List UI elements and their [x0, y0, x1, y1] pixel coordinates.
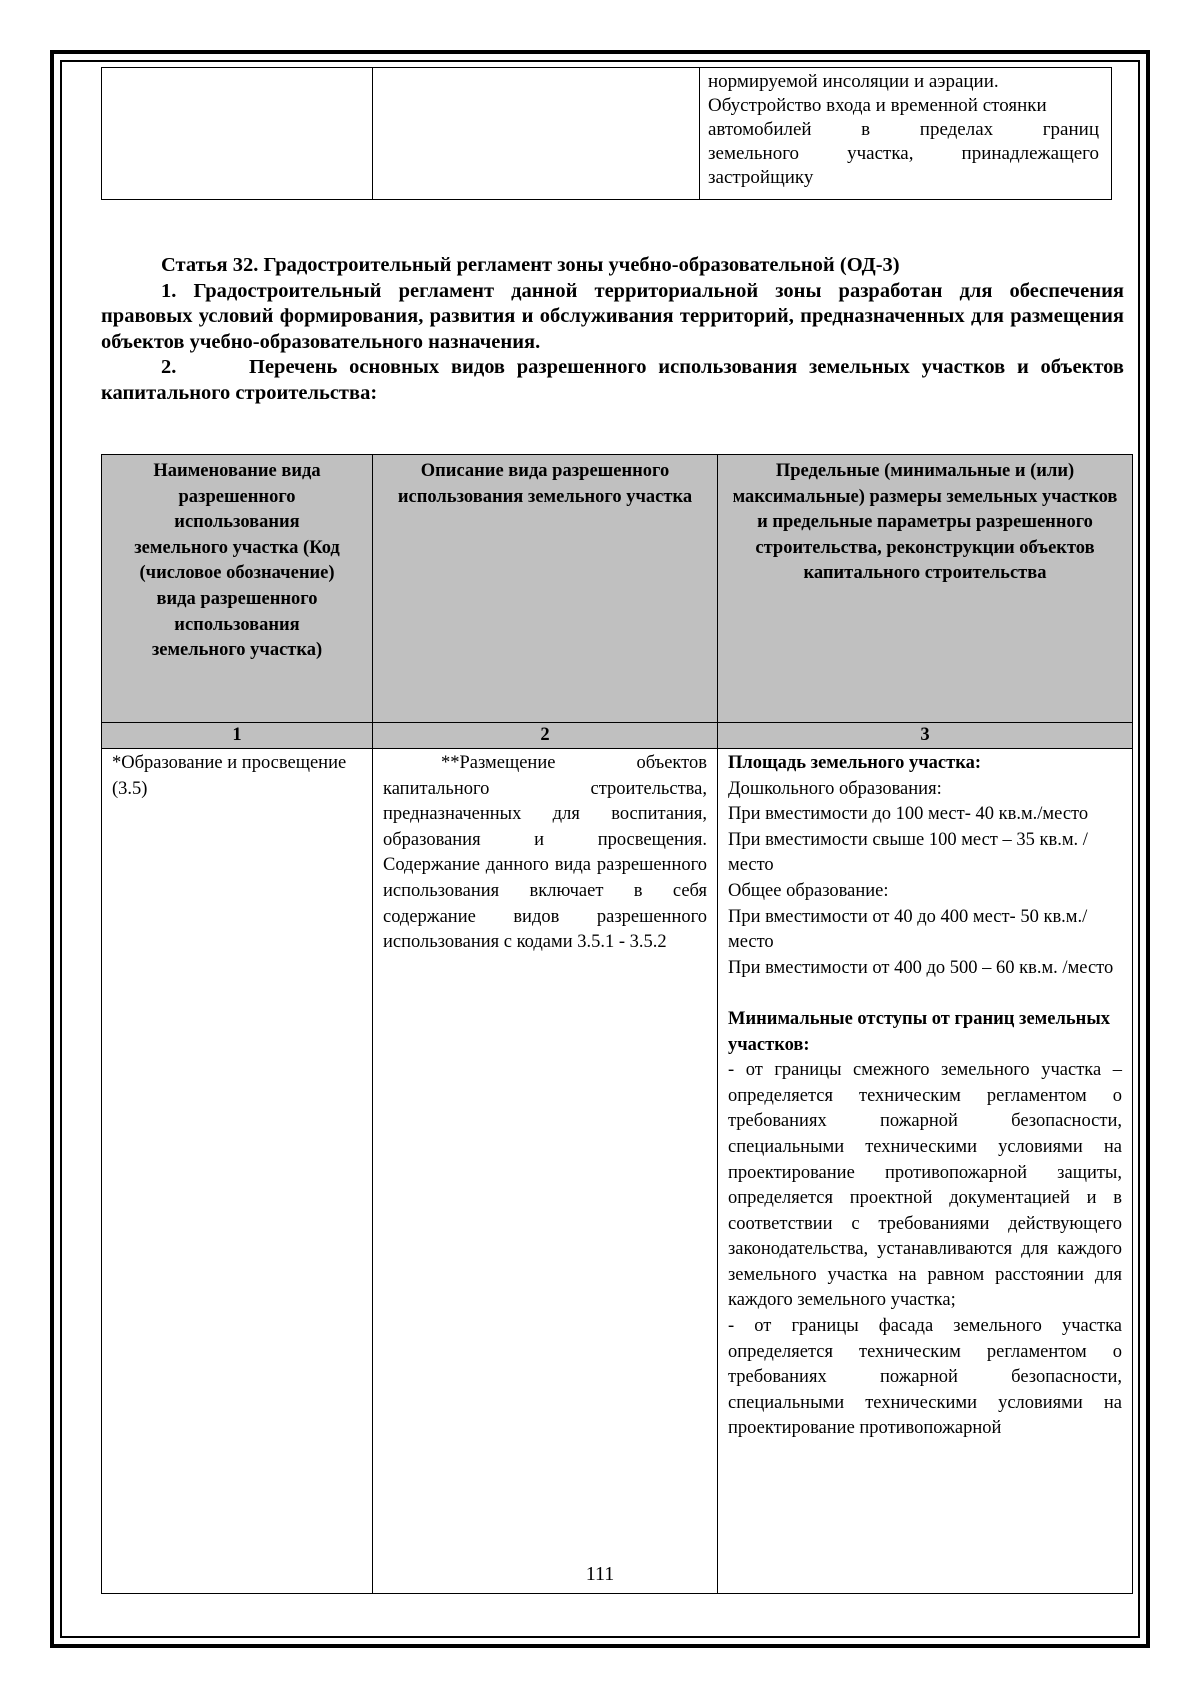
article-title: Статья 32. Градостроительный регламент зоны учебно-образовательной (ОД-3)	[161, 254, 900, 276]
preschool-label: Дошкольного образования:	[728, 778, 942, 799]
setback-heading: Минимальные отступы от границ земельных участков:	[728, 1008, 1111, 1055]
text-line: застройщику	[708, 167, 814, 188]
text-line: земельного участка, принадлежащего	[708, 143, 1099, 164]
continuation-cell-2	[373, 68, 700, 200]
header-cell-2: Описание вида разрешенного использования земельного участка	[373, 455, 718, 723]
text-line: автомобилей в пределах границ	[708, 119, 1099, 140]
column-number-2: 2	[373, 723, 718, 749]
area-heading: Площадь земельного участка:	[728, 753, 982, 773]
regulations-table	[101, 454, 1133, 1594]
column-number-1: 1	[102, 723, 373, 749]
column-number-3: 3	[718, 723, 1133, 749]
preschool-capacity-1: При вместимости до 100 мест- 40 кв.м./место	[728, 804, 1089, 825]
article-paragraph-2	[101, 355, 1124, 406]
general-label: Общее образование:	[728, 880, 889, 901]
general-capacity-1: При вместимости от 40 до 400 мест- 50 кв.м./место	[728, 906, 1088, 953]
text-line: Обустройство входа и временной стоянки	[708, 95, 1047, 116]
use-type-cell: *Образование и просвещение (3.5)	[102, 749, 373, 1594]
header-cell-1: Наименование вида разрешенного использования земельного участка (Код (числовое обозначение) вида разрешенного использования земельного участка)	[102, 455, 373, 723]
setback-adjacent: - от границы смежного земельного участка – определяется техническим регламентом о требованиях пожарной безопасности, специальными техническими условиями на проектирование противопожарной защиты, определяется проектной документацией и в соответствии с требованиями действующего законодательства, устанавливаются для каждого земельного участка на равном расстоянии для каждого земельного участка;	[728, 1060, 1122, 1311]
setback-facade: - от границы фасада земельного участка определяется техническим регламентом о требованиях пожарной безопасности, специальными техническими условиями на проектирование противопожарной	[728, 1316, 1122, 1439]
header-cell-3: Предельные (минимальные и (или) максимальные) размеры земельных участков и предельные параметры разрешенного строительства, реконструкции объектов капитального строительства	[718, 455, 1133, 723]
general-capacity-2: При вместимости от 400 до 500 – 60 кв.м. /место	[728, 957, 1114, 978]
continuation-cell-3	[700, 68, 1112, 200]
parameters-cell	[718, 749, 1133, 1594]
article-paragraph-1: 1. Градостроительный регламент данной территориальной зоны разработан для обеспечения правовых условий формирования, развития и обслуживания территорий, предназначенных для размещения объектов учебно-образовательного назначения.	[101, 279, 1124, 353]
spacer	[728, 981, 1122, 1007]
column-number-row	[102, 723, 1133, 749]
text-line: нормируемой инсоляции и аэрации.	[708, 71, 999, 92]
preschool-capacity-2: При вместимости свыше 100 мест – 35 кв.м. /место	[728, 829, 1088, 876]
article-section	[101, 253, 1124, 406]
description-cell	[373, 749, 718, 1594]
description-text: **Размещение объектов капитального строительства, предназначенных для воспитания, образования и просвещения. Содержание данного вида разрешенного использования включает в себя содержание видов разрешенного использования с кодами 3.5.1 - 3.5.2	[383, 753, 707, 953]
table-row	[102, 749, 1133, 1594]
page-number: 111	[585, 1563, 615, 1585]
paragraph-text: Перечень основных видов разрешенного использования земельных участков и объектов капитального строительства:	[101, 356, 1124, 404]
paragraph-number: 2.	[161, 356, 177, 378]
continuation-cell-1	[102, 68, 373, 200]
continuation-table	[101, 67, 1112, 200]
table-row	[102, 68, 1112, 200]
table-header-row	[102, 455, 1133, 723]
